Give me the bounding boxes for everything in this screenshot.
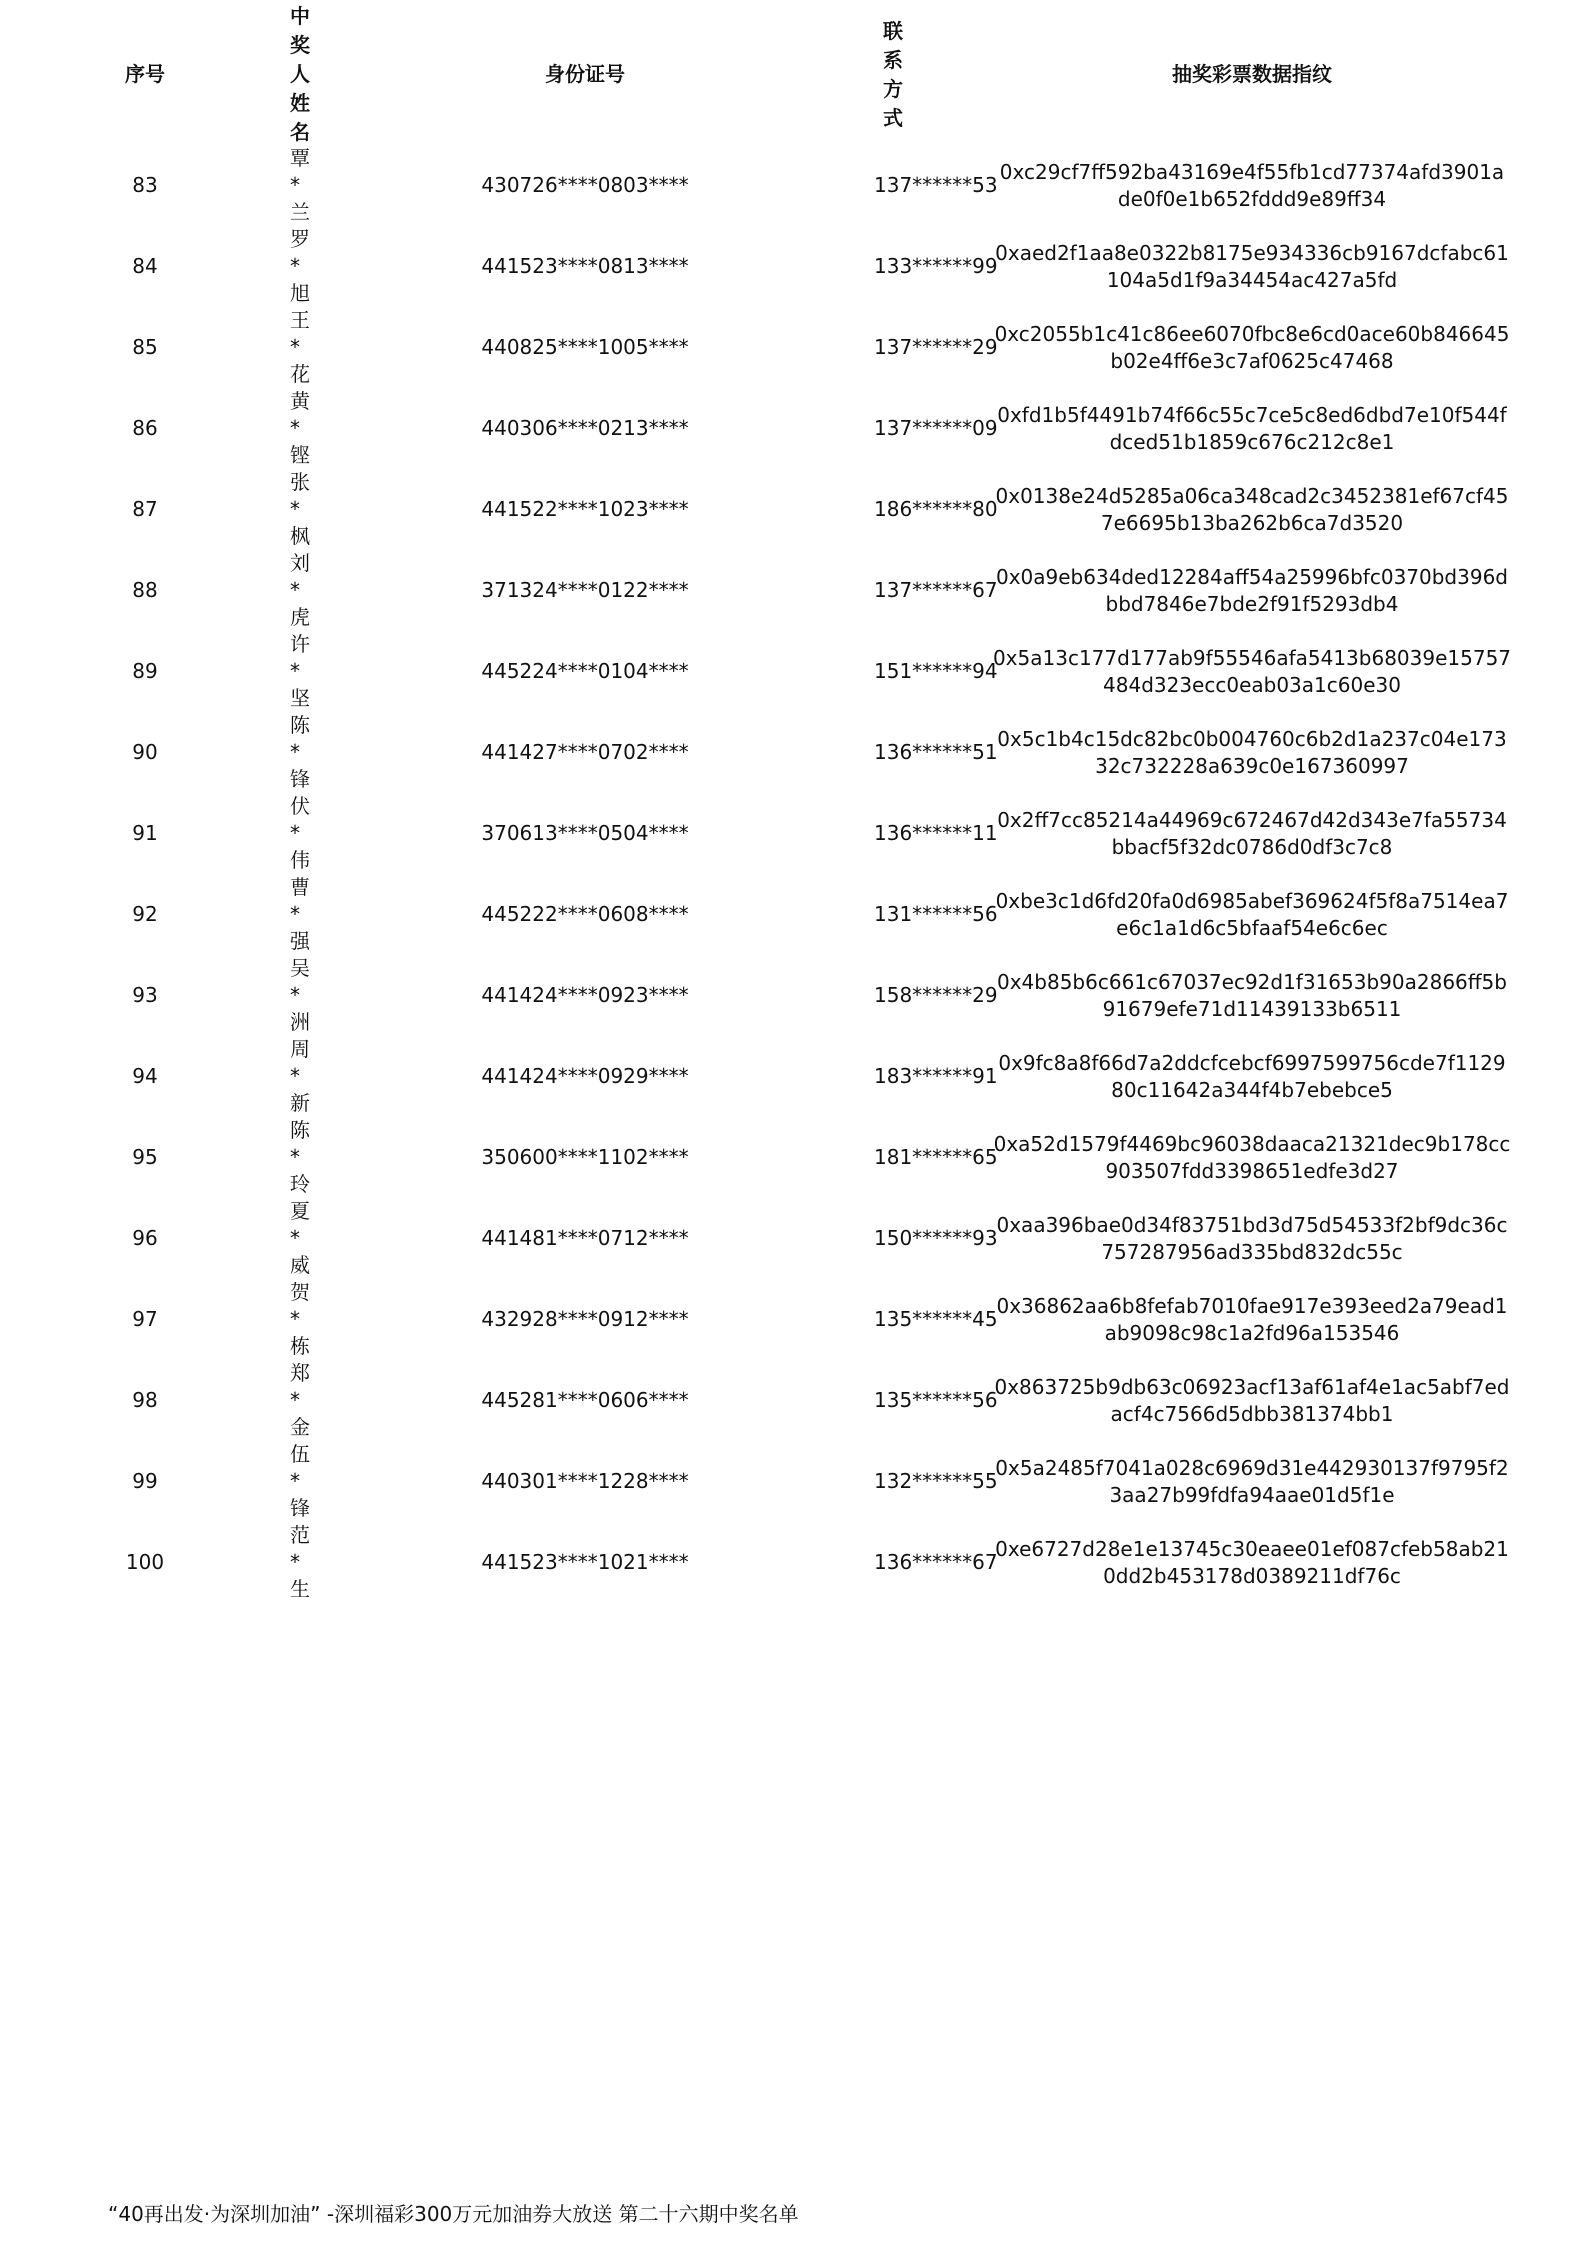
fingerprint-line-1: 0x0a9eb634ded12284aff54a25996bfc0370bd396d (995, 564, 1508, 589)
winner-name-cell: 周*新 (290, 1037, 310, 1115)
ticket-fingerprint-cell (912, 712, 1586, 793)
table-row (0, 1036, 1586, 1117)
winner-name-cell: 夏*威 (290, 1199, 310, 1277)
table-row (0, 469, 1586, 550)
table-row (0, 1360, 1586, 1441)
ticket-fingerprint-cell (912, 145, 1586, 226)
id-number-cell: 440301****1228**** (481, 1469, 689, 1493)
header-id-number: 身份证号 (545, 62, 625, 86)
fingerprint-line-1: 0xfd1b5f4491b74f66c55c7ce5c8ed6dbd7e10f544f (997, 402, 1507, 427)
contact-cell: 158******29 (874, 983, 998, 1007)
table-row (0, 550, 1586, 631)
winner-name-cell: 张*枫 (290, 470, 310, 548)
id-number-cell: 441481****0712**** (481, 1226, 689, 1250)
ticket-fingerprint-cell (912, 1522, 1586, 1603)
fingerprint-line-2: 484d323ecc0eab03a1c60e30 (1103, 672, 1401, 697)
fingerprint-line-2: e6c1a1d6c5bfaaf54e6c6ec (1116, 915, 1388, 940)
fingerprint-line-1: 0xc2055b1c41c86ee6070fbc8e6cd0ace60b846645 (994, 321, 1510, 346)
header-winner-name: 中奖人姓名 (290, 4, 310, 144)
winner-name-cell: 刘*虎 (290, 551, 310, 629)
fingerprint-line-1: 0x0138e24d5285a06ca348cad2c3452381ef67cf45 (995, 483, 1509, 508)
fingerprint-line-2: de0f0e1b652fddd9e89ff34 (1117, 186, 1387, 211)
id-number-cell: 445222****0608**** (481, 902, 689, 926)
table-row (0, 1198, 1586, 1279)
table-row (0, 307, 1586, 388)
fingerprint-line-2: 32c732228a639c0e167360997 (1095, 753, 1409, 778)
serial-number-cell: 97 (132, 1307, 158, 1331)
contact-cell: 151******94 (874, 659, 998, 683)
fingerprint-line-1: 0xe6727d28e1e13745c30eaee01ef087cfeb58ab21 (995, 1536, 1509, 1561)
id-number-cell: 430726****0803**** (481, 173, 689, 197)
contact-cell: 133******99 (874, 254, 998, 278)
fingerprint-line-1: 0x5c1b4c15dc82bc0b004760c6b2d1a237c04e173 (997, 726, 1507, 751)
winner-name-cell: 范*生 (290, 1523, 310, 1601)
id-number-cell: 350600****1102**** (481, 1145, 689, 1169)
table-row (0, 712, 1586, 793)
id-number-cell: 445281****0606**** (481, 1388, 689, 1412)
ticket-fingerprint-cell (912, 1360, 1586, 1441)
winner-name-cell: 吴*洲 (290, 956, 310, 1034)
ticket-fingerprint-cell (912, 1198, 1586, 1279)
fingerprint-line-1: 0x863725b9db63c06923acf13af61af4e1ac5abf7ed (994, 1374, 1510, 1399)
contact-cell: 131******56 (874, 902, 998, 926)
document-footer: “40再出发·为深圳加油” -深圳福彩300万元加油券大放送 第二十六期中奖名单 (108, 2202, 799, 2226)
ticket-fingerprint-cell (912, 469, 1586, 550)
ticket-fingerprint-cell (912, 226, 1586, 307)
winner-name-cell: 黄*铿 (290, 389, 310, 467)
header-ticket-fingerprint: 抽奖彩票数据指纹 (1172, 62, 1332, 86)
fingerprint-line-2: 104a5d1f9a34454ac427a5fd (1106, 267, 1398, 292)
contact-cell: 181******65 (874, 1145, 998, 1169)
table-row (0, 226, 1586, 307)
serial-number-cell: 95 (132, 1145, 158, 1169)
fingerprint-line-1: 0xaa396bae0d34f83751bd3d75d54533f2bf9dc36c (996, 1212, 1508, 1237)
table-row (0, 793, 1586, 874)
id-number-cell: 440825****1005**** (481, 335, 689, 359)
contact-cell: 132******55 (874, 1469, 998, 1493)
serial-number-cell: 90 (132, 740, 158, 764)
winner-name-cell: 许*坚 (290, 632, 310, 710)
winner-name-cell: 陈*锋 (290, 713, 310, 791)
table-row (0, 1279, 1586, 1360)
serial-number-cell: 84 (132, 254, 158, 278)
table-header-row (0, 0, 1586, 145)
table-body (0, 145, 1586, 1603)
contact-cell: 137******53 (874, 173, 998, 197)
id-number-cell: 440306****0213**** (481, 416, 689, 440)
table-row (0, 1117, 1586, 1198)
contact-cell: 137******09 (874, 416, 998, 440)
fingerprint-line-1: 0x2ff7cc85214a44969c672467d42d343e7fa55734 (997, 807, 1507, 832)
winner-name-cell: 伏*伟 (290, 794, 310, 872)
fingerprint-line-2: acf4c7566d5dbb381374bb1 (1110, 1401, 1394, 1426)
fingerprint-line-2: 757287956ad335bd832dc55c (1101, 1239, 1403, 1264)
contact-cell: 136******67 (874, 1550, 998, 1574)
fingerprint-line-2: bbd7846e7bde2f91f5293db4 (1105, 591, 1399, 616)
ticket-fingerprint-cell (912, 874, 1586, 955)
fingerprint-line-1: 0xc29cf7ff592ba43169e4f55fb1cd77374afd3901a (999, 159, 1505, 184)
fingerprint-line-2: 903507fdd3398651edfe3d27 (1105, 1158, 1399, 1183)
fingerprint-line-1: 0xbe3c1d6fd20fa0d6985abef369624f5f8a7514ea7 (995, 888, 1509, 913)
fingerprint-line-2: 3aa27b99fdfa94aae01d5f1e (1109, 1482, 1395, 1507)
table-row (0, 955, 1586, 1036)
ticket-fingerprint-cell (912, 955, 1586, 1036)
fingerprint-line-2: bbacf5f32dc0786d0df3c7c8 (1111, 834, 1393, 859)
id-number-cell: 441522****1023**** (481, 497, 689, 521)
winner-name-cell: 王*花 (290, 308, 310, 386)
serial-number-cell: 92 (132, 902, 158, 926)
fingerprint-line-2: 7e6695b13ba262b6ca7d3520 (1100, 510, 1404, 535)
winner-name-cell: 罗*旭 (290, 227, 310, 305)
fingerprint-line-1: 0x4b85b6c661c67037ec92d1f31653b90a2866ff5b (997, 969, 1507, 994)
ticket-fingerprint-cell (912, 1441, 1586, 1522)
winner-name-cell: 贺*栋 (290, 1280, 310, 1358)
table-row (0, 631, 1586, 712)
winner-name-cell: 曹*强 (290, 875, 310, 953)
winner-name-cell: 伍*锋 (290, 1442, 310, 1520)
id-number-cell: 441424****0929**** (481, 1064, 689, 1088)
serial-number-cell: 88 (132, 578, 158, 602)
ticket-fingerprint-cell (912, 1279, 1586, 1360)
id-number-cell: 441523****0813**** (481, 254, 689, 278)
contact-cell: 135******45 (874, 1307, 998, 1331)
header-serial-number: 序号 (125, 62, 165, 86)
serial-number-cell: 85 (132, 335, 158, 359)
contact-cell: 136******11 (874, 821, 998, 845)
serial-number-cell: 98 (132, 1388, 158, 1412)
table-row (0, 1441, 1586, 1522)
table-row (0, 145, 1586, 226)
contact-cell: 136******51 (874, 740, 998, 764)
ticket-fingerprint-cell (912, 307, 1586, 388)
id-number-cell: 445224****0104**** (481, 659, 689, 683)
fingerprint-line-2: 0dd2b453178d0389211df76c (1103, 1563, 1401, 1588)
serial-number-cell: 100 (125, 1550, 165, 1574)
fingerprint-line-1: 0x5a13c177d177ab9f55546afa5413b68039e15757 (992, 645, 1512, 670)
ticket-fingerprint-cell (912, 793, 1586, 874)
contact-cell: 137******29 (874, 335, 998, 359)
fingerprint-line-1: 0x36862aa6b8fefab7010fae917e393eed2a79ead1 (996, 1293, 1508, 1318)
winner-name-cell: 郑*金 (290, 1361, 310, 1439)
id-number-cell: 432928****0912**** (481, 1307, 689, 1331)
id-number-cell: 441424****0923**** (481, 983, 689, 1007)
table-row (0, 388, 1586, 469)
ticket-fingerprint-cell (912, 631, 1586, 712)
id-number-cell: 371324****0122**** (481, 578, 689, 602)
contact-cell: 186******80 (874, 497, 998, 521)
fingerprint-line-1: 0x5a2485f7041a028c6969d31e442930137f9795f2 (995, 1455, 1509, 1480)
fingerprint-line-1: 0x9fc8a8f66d7a2ddcfcebcf6997599756cde7f1129 (998, 1050, 1506, 1075)
serial-number-cell: 87 (132, 497, 158, 521)
id-number-cell: 441523****1021**** (481, 1550, 689, 1574)
serial-number-cell: 86 (132, 416, 158, 440)
id-number-cell: 370613****0504**** (481, 821, 689, 845)
table-row (0, 1522, 1586, 1603)
fingerprint-line-2: ab9098c98c1a2fd96a153546 (1104, 1320, 1400, 1345)
serial-number-cell: 93 (132, 983, 158, 1007)
serial-number-cell: 99 (132, 1469, 158, 1493)
fingerprint-line-1: 0xa52d1579f4469bc96038daaca21321dec9b178cc (993, 1131, 1511, 1156)
serial-number-cell: 83 (132, 173, 158, 197)
winner-name-cell: 覃*兰 (290, 146, 310, 224)
fingerprint-line-2: 80c11642a344f4b7ebebce5 (1111, 1077, 1393, 1102)
ticket-fingerprint-cell (912, 1036, 1586, 1117)
serial-number-cell: 96 (132, 1226, 158, 1250)
fingerprint-line-2: dced51b1859c676c212c8e1 (1109, 429, 1395, 454)
serial-number-cell: 94 (132, 1064, 158, 1088)
contact-cell: 183******91 (874, 1064, 998, 1088)
ticket-fingerprint-cell (912, 1117, 1586, 1198)
serial-number-cell: 89 (132, 659, 158, 683)
table-row (0, 874, 1586, 955)
fingerprint-line-2: b02e4ff6e3c7af0625c47468 (1110, 348, 1394, 373)
contact-cell: 150******93 (874, 1226, 998, 1250)
ticket-fingerprint-cell (912, 550, 1586, 631)
contact-cell: 135******56 (874, 1388, 998, 1412)
header-contact: 联系方式 (883, 18, 903, 130)
contact-cell: 137******67 (874, 578, 998, 602)
ticket-fingerprint-cell (912, 388, 1586, 469)
id-number-cell: 441427****0702**** (481, 740, 689, 764)
fingerprint-line-2: 91679efe71d11439133b6511 (1102, 996, 1402, 1021)
winner-name-cell: 陈*玲 (290, 1118, 310, 1196)
fingerprint-line-1: 0xaed2f1aa8e0322b8175e934336cb9167dcfabc61 (995, 240, 1509, 265)
serial-number-cell: 91 (132, 821, 158, 845)
